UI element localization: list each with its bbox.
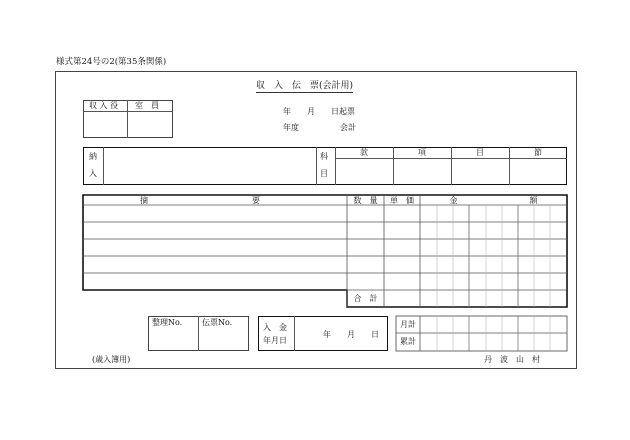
header-amount: 金 額 <box>449 196 538 205</box>
fiscal-year-label: 年度 <box>283 123 299 132</box>
form-title-sub: (会計用) <box>319 81 354 91</box>
column-kan: 款 <box>360 148 368 157</box>
signature-role-left: 収 入 役 <box>89 101 119 110</box>
seiri-number-label: 整理No. <box>152 318 183 327</box>
column-setsu: 節 <box>534 148 542 157</box>
payer-label-top: 納 <box>89 152 97 161</box>
column-kou: 項 <box>418 148 426 157</box>
form-title-main: 収 入 伝 票 <box>256 81 320 91</box>
issue-date: 年 月 日起票 <box>283 107 355 116</box>
cumulative-total-label: 累計 <box>400 337 416 346</box>
kamoku-label-top: 科 <box>320 152 328 161</box>
header-quantity: 数 量 <box>353 196 378 205</box>
deposit-label-bottom: 年月日 <box>263 336 287 345</box>
deposit-date-value: 年 月 日 <box>323 330 379 339</box>
signature-role-right: 室 員 <box>135 101 159 110</box>
payer-label-bottom: 入 <box>89 169 97 178</box>
usage-note: (歳入簿用) <box>92 355 131 364</box>
header-unit-price: 単 価 <box>390 196 414 205</box>
municipality-name: 丹 波 山 村 <box>484 355 540 364</box>
denpyo-number-label: 伝票No. <box>202 318 233 327</box>
total-label: 合 計 <box>353 294 378 303</box>
header-summary: 摘 要 <box>140 196 260 205</box>
monthly-total-label: 月計 <box>400 320 416 329</box>
form-number: 様式第24号の2(第35条関係) <box>56 57 167 67</box>
column-moku: 目 <box>476 148 484 157</box>
account-label: 会計 <box>340 123 356 132</box>
deposit-label-top: 入 金 <box>263 323 287 332</box>
kamoku-label-bottom: 目 <box>320 169 328 178</box>
